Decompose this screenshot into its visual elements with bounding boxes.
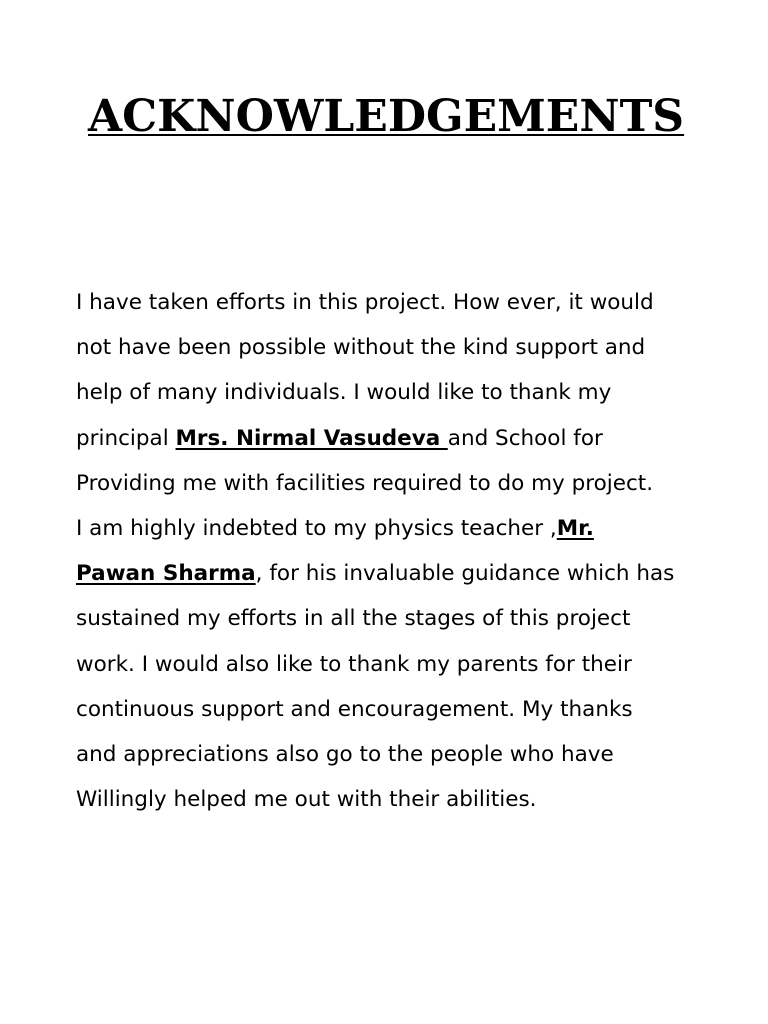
paragraph-line: work. I would also like to thank my parents for their xyxy=(76,651,632,677)
line-text: and School for xyxy=(447,425,603,451)
paragraph-line xyxy=(76,506,716,551)
page-title: ACKNOWLEDGEMENTS xyxy=(88,91,685,142)
paragraph-line: sustained my efforts in all the stages of this project xyxy=(76,606,631,632)
paragraph-line: Providing me with facilities required to do my project. xyxy=(76,470,654,496)
line-text: I am highly indebted to my physics teacher , xyxy=(76,516,557,542)
paragraph-line xyxy=(76,551,716,596)
line-text: , for his invaluable guidance which has xyxy=(255,561,675,587)
paragraph-line: continuous support and encouragement. My thanks xyxy=(76,696,633,722)
teacher-name-part1: Mr. xyxy=(556,516,594,542)
principal-name: Mrs. Nirmal Vasudeva xyxy=(175,425,448,451)
paragraph-line: Willingly helped me out with their abilities. xyxy=(76,787,537,813)
acknowledgement-paragraph xyxy=(76,280,716,822)
line-text: principal xyxy=(76,425,176,451)
paragraph-line: help of many individuals. I would like to thank my xyxy=(76,380,612,406)
teacher-name-part2: Pawan Sharma xyxy=(76,561,256,587)
paragraph-line: not have been possible without the kind support and xyxy=(76,335,646,361)
paragraph-line xyxy=(76,416,716,461)
paragraph-line: and appreciations also go to the people who have xyxy=(76,742,614,768)
paragraph-line: I have taken efforts in this project. How ever, it would xyxy=(76,290,654,315)
